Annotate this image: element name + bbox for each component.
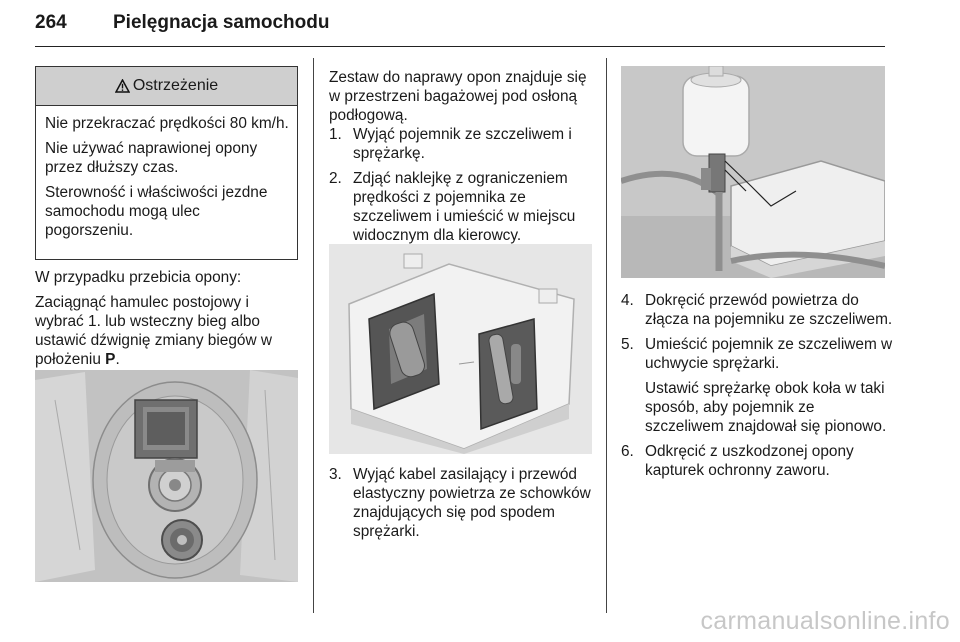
gear-position-p: P bbox=[105, 351, 116, 368]
list-item bbox=[329, 125, 599, 163]
step-text: Ustawić sprężarkę obok koła w taki sposób, aby pojemnik ze szczeliwem znajdował się pionowo. bbox=[645, 380, 887, 435]
warning-text: Sterowność i właściwości jezdne samochodu mogą ulec pogorszeniu. bbox=[45, 184, 268, 239]
warning-header bbox=[36, 67, 297, 106]
puncture-instructions bbox=[35, 268, 300, 375]
steps-list bbox=[329, 125, 599, 251]
list-item bbox=[621, 335, 893, 436]
step-number: 4. bbox=[621, 292, 634, 309]
list-item bbox=[329, 465, 599, 541]
step-text: Zdjąć naklejkę z ograniczeniem prędkości z pojemnika ze szczeliwem i umieścić w miejscu widocznym dla kierowcy. bbox=[353, 170, 576, 244]
list-item bbox=[621, 291, 893, 329]
paragraph: Zaciągnąć hamulec postojowy i wybrać 1. lub wsteczny bieg albo ustawić dźwignię zmiany biegów w położeniu P. bbox=[35, 294, 272, 368]
watermark: carmanualsonline.info bbox=[700, 607, 950, 635]
column-divider bbox=[606, 58, 607, 613]
step-number: 1. bbox=[329, 126, 342, 143]
warning-text: Nie używać naprawionej opony przez dłuższy czas. bbox=[45, 140, 258, 176]
step-number: 2. bbox=[329, 170, 342, 187]
warning-box bbox=[35, 66, 298, 260]
page-header bbox=[35, 6, 885, 47]
step-text: Dokręcić przewód powietrza do złącza na pojemniku ze szczeliwem. bbox=[645, 292, 893, 328]
step-text: Wyjąć kabel zasilający i przewód elastyczny powietrza ze schowków znajdujących się pod spodem sprężarki. bbox=[353, 466, 591, 540]
step-text: Umieścić pojemnik ze szczeliwem w uchwycie sprężarki. bbox=[645, 336, 893, 372]
kit-location-text: Zestaw do naprawy opon znajduje się w przestrzeni bagażowej pod osłoną podłogową. bbox=[329, 69, 587, 124]
step-text: Wyjąć pojemnik ze szczeliwem i sprężarkę. bbox=[353, 126, 572, 162]
step-number: 3. bbox=[329, 466, 342, 483]
trunk-floor-illustration bbox=[35, 370, 298, 582]
list-item bbox=[621, 442, 893, 480]
warning-triangle-icon bbox=[115, 79, 130, 93]
warning-title: Ostrzeżenie bbox=[132, 77, 219, 94]
compressor-kit-illustration bbox=[329, 244, 592, 454]
steps-list bbox=[329, 465, 599, 547]
step-number: 6. bbox=[621, 443, 634, 460]
page-number: 264 bbox=[35, 12, 67, 33]
sealant-container-illustration bbox=[621, 66, 885, 278]
column-divider bbox=[313, 58, 314, 613]
step-number: 5. bbox=[621, 336, 634, 353]
step-text: Odkręcić z uszkodzonej opony kapturek ochronny zaworu. bbox=[645, 443, 854, 479]
steps-list bbox=[621, 291, 893, 486]
page-title: Pielęgnacja samochodu bbox=[113, 12, 330, 33]
list-item bbox=[329, 169, 599, 245]
warning-text: Nie przekraczać prędkości 80 km/h. bbox=[45, 115, 289, 132]
paragraph: W przypadku przebicia opony: bbox=[35, 269, 242, 286]
